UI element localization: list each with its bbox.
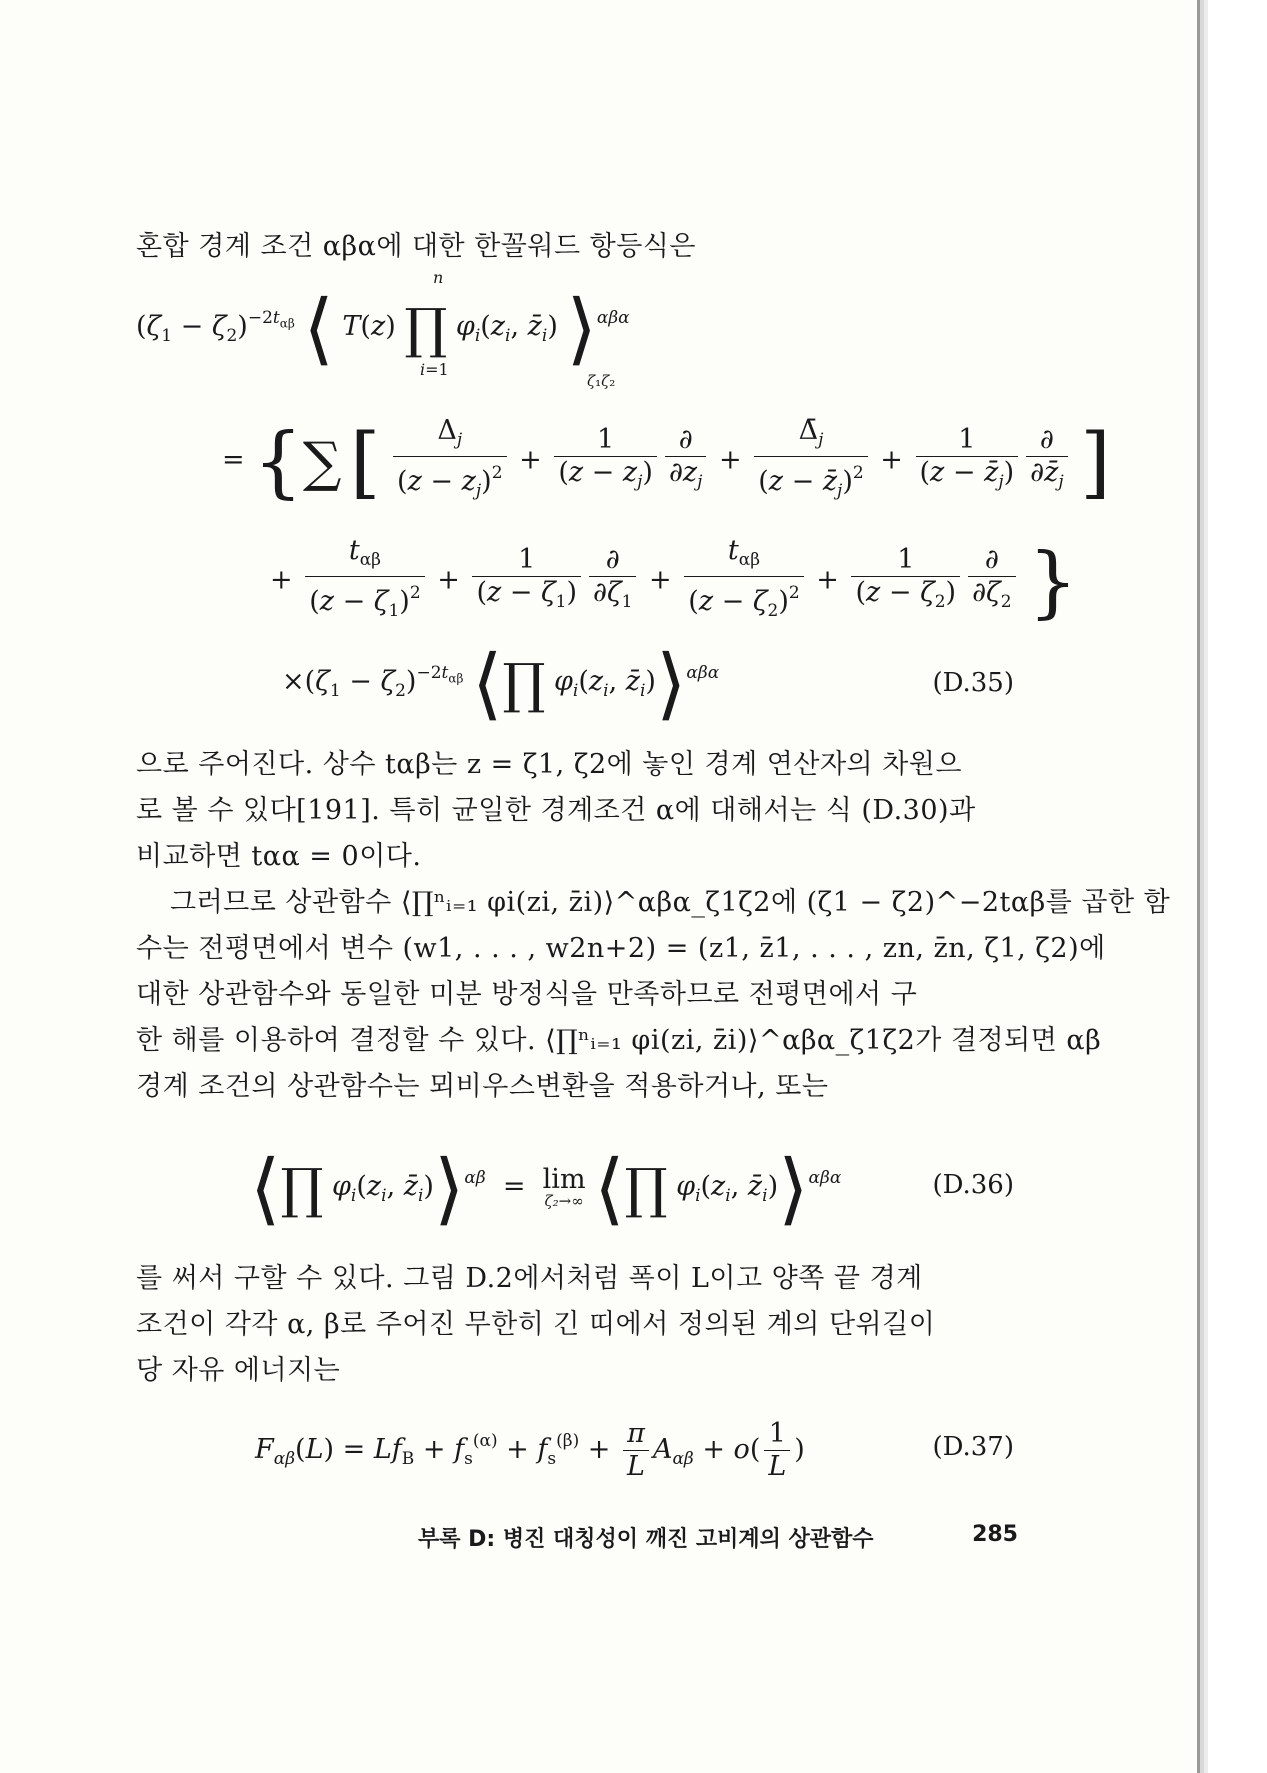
product-lower-i1: i=1 (420, 360, 449, 379)
product-upper-n: n (433, 268, 444, 287)
intro-line: 혼합 경계 조건 αβα에 대한 한꼴워드 항등식은 (136, 231, 696, 262)
para2-line1: 그러므로 상관함수 ⟨∏ⁿᵢ₌₁ φi(zi, z̄i)⟩^αβα_ζ1ζ2에 (ζ1 − ζ2)^−2tαβ를 곱한 함 (170, 887, 1171, 918)
equation-d37: $F_{\alpha\beta}(L) = Lf_B + f_s^{(\alpha)} + f_s^{(\beta)}$ + $\frac{\pi}{L}$ $A_{\alpha\beta} + o$( $\frac{1}{L}$ ) (255, 1418, 805, 1482)
equation-d35-line2: = {∑ [ $\frac{\Delta_j}{(z - z_j)^2}$ + $\frac{1}{(z - z_j)}$ $\frac{\partial}{\partial z_j}$ + $\frac{\Deltā_j}{(z - z̄_j)^2}$ + $\frac{1}{(z - z̄_j)}$ $\frac{\partial}{\partial z̄_j}$ ] (222, 415, 1111, 508)
para1-line3: 비교하면 tαα = 0이다. (136, 841, 422, 872)
para3-line3: 당 자유 에너지는 (136, 1355, 341, 1386)
para2-line4: 한 해를 이용하여 결정할 수 있다. ⟨∏ⁿᵢ₌₁ φi(zi, z̄i)⟩^αβα_ζ1ζ2가 결정되면 αβ (136, 1025, 1102, 1056)
equation-d36: ⟨∏ $\varphi_i(z_i$, $z̄_i)⟩^{\alpha\beta}$ = lim ζ₂→∞ ⟨∏ $\varphi_i(z_i$, $z̄_i)⟩^{\alpha\beta\alpha}$ (250, 1144, 842, 1234)
equation-number-d35: (D.35) (932, 668, 1014, 698)
page-footer (418, 1522, 1018, 1553)
running-title: 부록 D: 병진 대칭성이 깨진 고비계의 상관함수 (418, 1527, 874, 1552)
subscript-zeta12: ζ₁ζ₂ (587, 372, 616, 390)
para2-line3: 대한 상관함수와 동일한 미분 방정식을 만족하므로 전평면에서 구 (136, 979, 918, 1010)
equation-d35-line3: + $\frac{t_{\alpha\beta}}{(z - \zeta_1)^2}$ + $\frac{1}{(z - \zeta_1)}$ $\frac{\partial}{\partial\zeta_1}$ + $\frac{t_{\alpha\beta}}{(z - \zeta_2)^2}$ + $\frac{1}{(z - \zeta_2)}$ $\frac{\partial}{\partial\zeta_2}$ } (270, 535, 1078, 628)
para1-line1: 으로 주어진다. 상수 tαβ는 z = ζ1, ζ2에 놓인 경계 연산자의 차원으 (136, 749, 962, 780)
equation-number-d36: (D.36) (932, 1170, 1014, 1200)
page-number: 285 (972, 1522, 1018, 1547)
para1-line2: 로 볼 수 있다[191]. 특히 균일한 경계조건 α에 대해서는 식 (D.30)과 (136, 795, 976, 826)
equation-d35-line4: $\times(\zeta_1 - \zeta_2)^{-2t_{\alpha\beta}}$ ⟨∏ $\varphi_i(z_i$, $z̄_i)⟩^{\alpha\beta\alpha}$ (282, 639, 720, 729)
para2-line5: 경계 조건의 상관함수는 뫼비우스변환을 적용하거나, 또는 (136, 1071, 829, 1102)
equation-d35-line1: $(\zeta_1 - \zeta_2)^{-2t_{\alpha\beta}}$ ⟨ T(z) ∏ $\varphi_i(z_i$, $z̄_i$) ⟩$^{\alpha\beta\alpha}$ (136, 284, 630, 374)
para3-line2: 조건이 각각 α, β로 주어진 무한히 긴 띠에서 정의된 계의 단위길이 (136, 1309, 936, 1340)
equation-number-d37: (D.37) (932, 1432, 1014, 1462)
para3-line1: 를 써서 구할 수 있다. 그림 D.2에서처럼 폭이 L이고 양쪽 끝 경계 (136, 1263, 923, 1294)
para2-line2: 수는 전평면에서 변수 (w1, . . . , w2n+2) = (z1, z̄1, . . . , zn, z̄n, ζ1, ζ2)에 (136, 933, 1106, 964)
